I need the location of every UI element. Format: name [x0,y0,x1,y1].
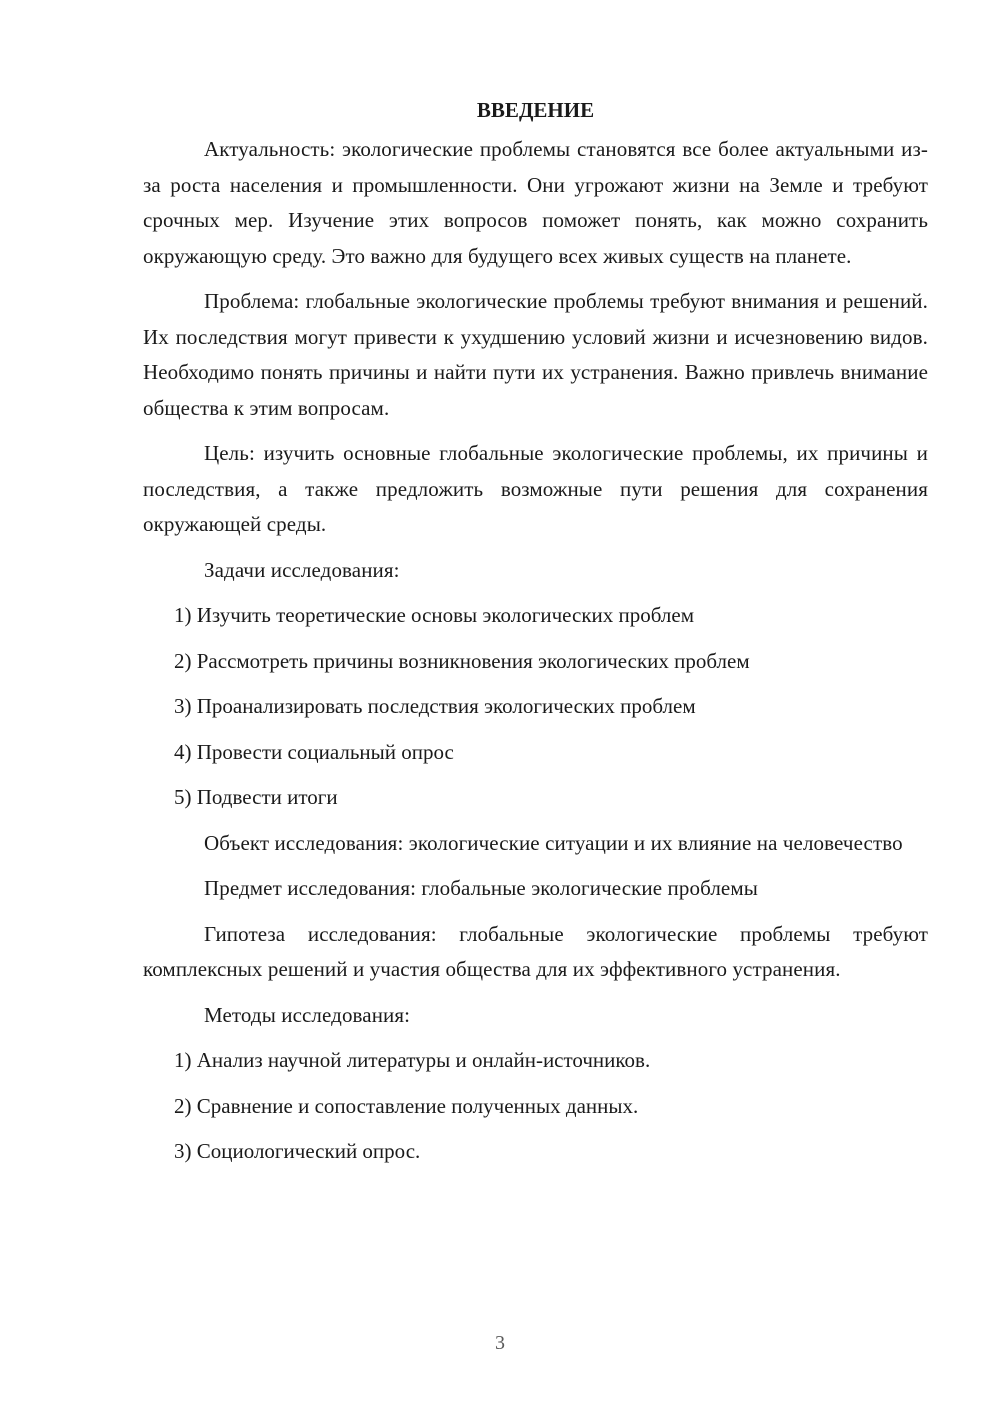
document-page [143,96,928,1180]
list-item: 1) Анализ научной литературы и онлайн-источников. [174,1048,651,1072]
tasks-heading: Задачи исследования: [204,557,400,582]
methods-heading: Методы исследования: [204,1002,411,1027]
list-item: 2) Сравнение и сопоставление полученных данных. [174,1093,639,1118]
list-item: 5) Подвести итоги [174,785,338,809]
tasks-list [143,598,928,816]
page-number: 3 [495,1332,505,1354]
relevance-paragraph: Актуальность: экологические проблемы становятся все более актуальными из-за роста населения и промышленности. Они угрожают жизни на Земле и требуют срочных мер. Изучение этих вопросов поможет понять, как можно сохранить окружающую среду. Это важно для будущего всех живых существ на планете. [143,137,928,268]
object-paragraph: Объект исследования: экологические ситуации и их влияние на человечество [204,830,903,855]
subject-paragraph: Предмет исследования: глобальные экологические проблемы [204,876,758,900]
list-item: 1) Изучить теоретические основы экологических проблем [174,603,695,627]
list-item: 3) Проанализировать последствия экологических проблем [174,694,696,718]
list-item: 3) Социологический опрос. [174,1139,421,1163]
goal-paragraph: Цель: изучить основные глобальные экологические проблемы, их причины и последствия, а также предложить возможные пути решения для сохранения окружающей среды. [143,441,928,536]
hypothesis-paragraph: Гипотеза исследования: глобальные экологические проблемы требуют комплексных решений и участия общества для их эффективного устранения. [143,921,928,981]
page-title: ВВЕДЕНИЕ [476,98,595,122]
methods-list [143,1043,928,1170]
list-item: 2) Рассмотреть причины возникновения экологических проблем [174,648,750,673]
list-item: 4) Провести социальный опрос [174,739,454,764]
problem-paragraph: Проблема: глобальные экологические проблемы требуют внимания и решений. Их последствия могут привести к ухудшению условий жизни и исчезновению видов. Необходимо понять причины и найти пути их устранения. Важно привлечь внимание общества к этим вопросам. [143,289,928,420]
